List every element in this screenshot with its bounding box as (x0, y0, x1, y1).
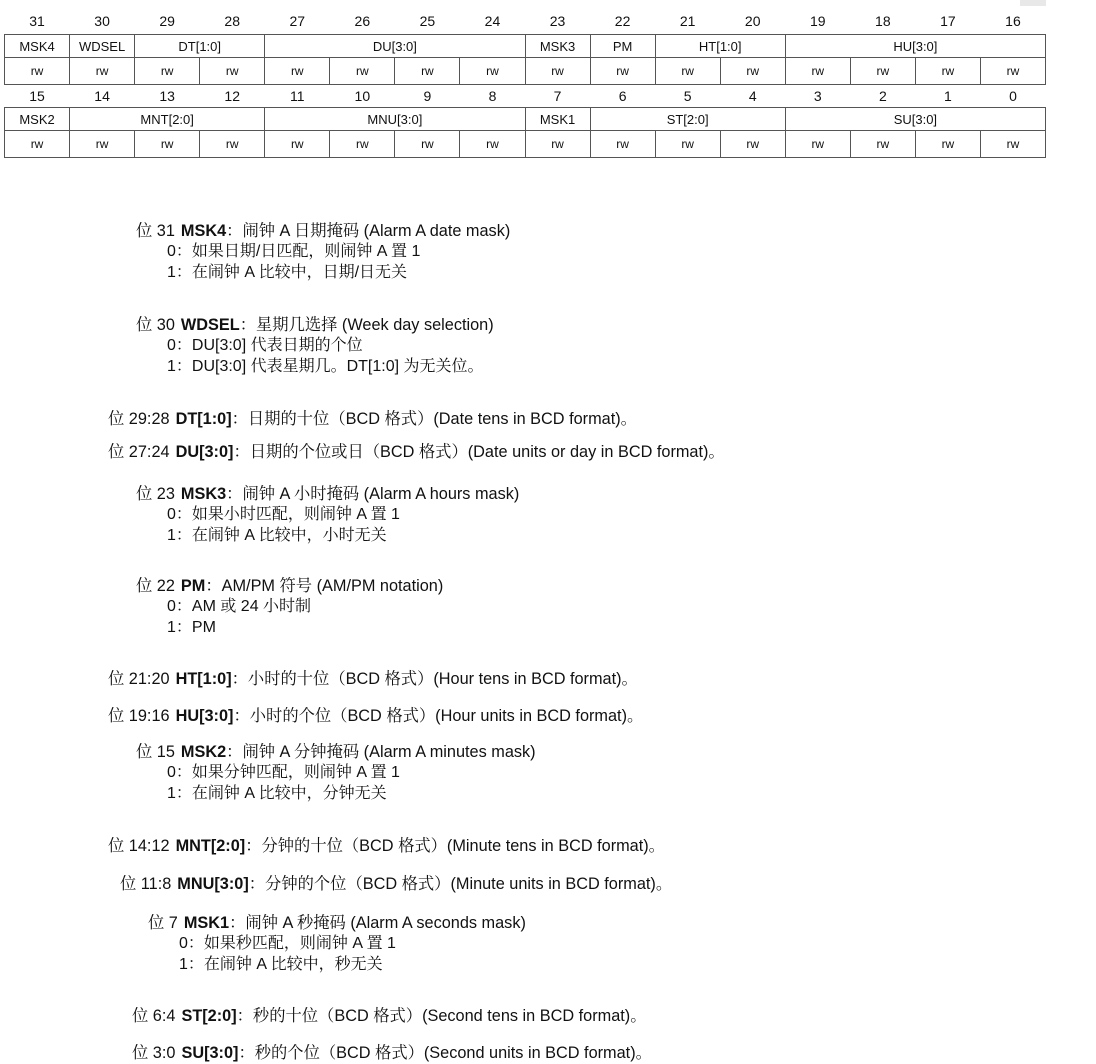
access-type-cell: rw (720, 131, 785, 158)
field-name: MSK1 (183, 914, 230, 932)
field-description: ：日期的十位（BCD 格式）(Date tens in BCD format)。 (231, 410, 637, 428)
bit-number: 14 (94, 88, 110, 104)
bit-description-heading (108, 836, 665, 856)
field-value-option: 1：在闹钟 A 比较中，分钟无关 (167, 785, 387, 802)
access-type-cell: rw (720, 58, 785, 85)
access-type-cell: rw (785, 58, 850, 85)
field-name: MNU[3:0] (177, 875, 249, 893)
upper-field-row (5, 35, 1046, 58)
field-name-cell: MSK2 (5, 108, 70, 131)
field-name-cell: MSK4 (5, 35, 70, 58)
field-value-option: 1：PM (167, 619, 216, 636)
access-type-cell: rw (70, 131, 135, 158)
field-value-option: 1：在闹钟 A 比较中，小时无关 (167, 527, 387, 544)
field-name: SU[3:0] (181, 1044, 239, 1062)
bit-number: 21 (679, 13, 696, 29)
access-type-cell: rw (850, 131, 915, 158)
bit-position: 位 21:20 (108, 670, 170, 688)
corner-mark (1020, 0, 1046, 6)
bit-description (120, 874, 672, 894)
access-type-cell: rw (265, 131, 330, 158)
access-type-cell: rw (265, 58, 330, 85)
access-type-cell: rw (980, 58, 1045, 85)
access-type-cell: rw (785, 131, 850, 158)
field-name: MNT[2:0] (175, 837, 246, 855)
field-name: WDSEL (180, 316, 240, 334)
field-name-cell: MSK3 (525, 35, 590, 58)
bit-description-heading (132, 1006, 646, 1026)
bit-number: 25 (419, 13, 436, 29)
bit-position: 位 14:12 (108, 837, 170, 855)
bit-number: 15 (29, 88, 45, 104)
bit-number: 27 (289, 13, 306, 29)
access-type-cell: rw (135, 58, 200, 85)
field-name: MSK3 (180, 485, 227, 503)
access-type-cell: rw (70, 58, 135, 85)
bit-description (108, 836, 665, 856)
bit-description (148, 913, 526, 975)
field-description: ：AM/PM 符号 (AM/PM notation) (205, 577, 444, 595)
field-description: ：小时的个位（BCD 格式）(Hour units in BCD format)。 (233, 707, 644, 725)
field-value-option: 0：如果小时匹配，则闹钟 A 置 1 (167, 506, 400, 523)
field-description: ：日期的个位或日（BCD 格式）(Date units or day in BCD format)。 (233, 443, 725, 461)
bit-description (132, 1043, 652, 1063)
bit-description-heading (136, 315, 494, 335)
bit-description-heading (132, 1043, 652, 1063)
bit-description-heading (108, 442, 725, 462)
bit-number: 20 (744, 13, 761, 29)
bit-number: 19 (809, 13, 826, 29)
field-description: ：闹钟 A 小时掩码 (Alarm A hours mask) (226, 485, 520, 503)
field-description: ：小时的十位（BCD 格式）(Hour tens in BCD format)。 (231, 670, 638, 688)
bit-position: 位 22 (136, 577, 175, 595)
bit-number: 29 (159, 13, 175, 29)
bit-description-heading (136, 742, 536, 762)
access-type-cell: rw (135, 131, 200, 158)
bit-position: 位 19:16 (108, 707, 170, 725)
access-type-cell: rw (460, 131, 525, 158)
field-value-option: 0：DU[3:0] 代表日期的个位 (167, 337, 363, 354)
bit-number: 5 (683, 88, 692, 104)
bit-position: 位 23 (136, 485, 175, 503)
access-type-cell: rw (200, 58, 265, 85)
access-type-cell: rw (395, 131, 460, 158)
bit-description (108, 409, 637, 429)
bit-description-heading (108, 706, 643, 726)
bit-position: 位 11:8 (120, 875, 172, 893)
bit-number: 28 (224, 13, 240, 29)
access-type-cell: rw (590, 131, 655, 158)
bit-description (136, 484, 519, 546)
bit-number: 8 (488, 88, 497, 104)
field-value-option: 0：AM 或 24 小时制 (167, 598, 312, 615)
access-type-cell: rw (525, 131, 590, 158)
access-type-cell: rw (915, 58, 980, 85)
field-name: ST[2:0] (181, 1007, 237, 1025)
field-value-option: 0：如果分钟匹配，则闹钟 A 置 1 (167, 764, 400, 781)
bit-number: 4 (748, 88, 757, 104)
field-name-cell: DU[3:0] (265, 35, 525, 58)
field-description: ：分钟的十位（BCD 格式）(Minute tens in BCD format)。 (245, 837, 665, 855)
field-name-cell: MNT[2:0] (70, 108, 265, 131)
bit-description (136, 221, 510, 283)
access-type-cell: rw (200, 131, 265, 158)
bit-position: 位 27:24 (108, 443, 170, 461)
field-name-cell: ST[2:0] (590, 108, 785, 131)
field-description: ：闹钟 A 秒掩码 (Alarm A seconds mask) (229, 914, 526, 932)
bit-description-heading (148, 913, 526, 933)
bit-number: 7 (553, 88, 562, 104)
bit-number: 17 (940, 13, 956, 29)
field-value-option: 0：如果秒匹配，则闹钟 A 置 1 (179, 935, 396, 952)
access-type-cell: rw (980, 131, 1045, 158)
access-type-cell: rw (5, 58, 70, 85)
bit-number: 13 (159, 88, 175, 104)
access-type-cell: rw (590, 58, 655, 85)
field-name-cell: DT[1:0] (135, 35, 265, 58)
field-name: DT[1:0] (175, 410, 232, 428)
bit-description (136, 742, 536, 804)
access-type-cell: rw (330, 131, 395, 158)
bit-position: 位 3:0 (132, 1044, 176, 1062)
field-description: ：星期几选择 (Week day selection) (239, 316, 494, 334)
field-name-cell: MNU[3:0] (265, 108, 525, 131)
bit-description (136, 315, 494, 377)
bit-description (136, 576, 443, 638)
bit-number: 24 (484, 13, 501, 29)
bit-position: 位 6:4 (132, 1007, 176, 1025)
access-type-cell: rw (5, 131, 70, 158)
bit-position: 位 31 (136, 222, 175, 240)
bit-number: 1 (944, 88, 952, 104)
field-description: ：秒的十位（BCD 格式）(Second tens in BCD format)。 (236, 1007, 647, 1025)
bit-description (108, 442, 725, 462)
bit-number: 22 (614, 13, 631, 29)
field-value-option: 0：如果日期/日匹配，则闹钟 A 置 1 (167, 243, 421, 260)
access-type-cell: rw (525, 58, 590, 85)
field-description: ：秒的个位（BCD 格式）(Second units in BCD format)。 (238, 1044, 652, 1062)
bit-number: 12 (224, 88, 240, 104)
bit-number: 31 (29, 13, 45, 29)
bit-position: 位 15 (136, 743, 175, 761)
bit-number: 30 (94, 13, 110, 29)
bit-description-heading (108, 669, 638, 689)
bit-number: 9 (423, 88, 432, 104)
field-description: ：分钟的个位（BCD 格式）(Minute units in BCD format)。 (248, 875, 673, 893)
field-name: MSK4 (180, 222, 227, 240)
bit-position: 位 29:28 (108, 410, 170, 428)
field-name: HT[1:0] (175, 670, 232, 688)
access-type-cell: rw (460, 58, 525, 85)
access-type-cell: rw (850, 58, 915, 85)
field-name-cell: MSK1 (525, 108, 590, 131)
field-value-option: 1：在闹钟 A 比较中，日期/日无关 (167, 264, 408, 281)
bit-position: 位 7 (148, 914, 178, 932)
access-type-cell: rw (655, 58, 720, 85)
field-name: PM (180, 577, 206, 595)
bit-number: 2 (878, 88, 887, 104)
bit-description (132, 1006, 646, 1026)
field-value-option: 1：在闹钟 A 比较中，秒无关 (179, 956, 383, 973)
bit-description (108, 669, 638, 689)
lower-bit-number-row (5, 85, 1046, 108)
lower-field-row (5, 108, 1046, 131)
bit-number: 6 (618, 88, 627, 104)
field-name-cell: HU[3:0] (785, 35, 1045, 58)
field-description: ：闹钟 A 分钟掩码 (Alarm A minutes mask) (226, 743, 536, 761)
bit-number: 18 (875, 13, 891, 29)
register-bit-table (4, 8, 1046, 158)
upper-access-row (5, 58, 1046, 85)
bit-number: 0 (1009, 88, 1017, 104)
bit-description-heading (136, 484, 519, 504)
bit-description-heading (136, 576, 443, 596)
bit-position: 位 30 (136, 316, 175, 334)
field-name: HU[3:0] (175, 707, 234, 725)
access-type-cell: rw (330, 58, 395, 85)
field-name: DU[3:0] (175, 443, 234, 461)
field-name-cell: WDSEL (70, 35, 135, 58)
field-name-cell: SU[3:0] (785, 108, 1045, 131)
upper-bit-number-row (5, 8, 1046, 35)
bit-number: 16 (1005, 13, 1021, 29)
lower-access-row (5, 131, 1046, 158)
bit-description-heading (136, 221, 510, 241)
access-type-cell: rw (655, 131, 720, 158)
access-type-cell: rw (395, 58, 460, 85)
bit-number: 26 (354, 13, 371, 29)
bit-number: 10 (354, 88, 371, 104)
field-name-cell: HT[1:0] (655, 35, 785, 58)
bit-number: 3 (813, 88, 822, 104)
field-name-cell: PM (590, 35, 655, 58)
bit-number: 11 (290, 88, 305, 104)
bit-description (108, 706, 643, 726)
bit-description-heading (120, 874, 672, 894)
bit-number: 23 (549, 13, 566, 29)
field-value-option: 1：DU[3:0] 代表星期几。DT[1:0] 为无关位。 (167, 358, 484, 375)
access-type-cell: rw (915, 131, 980, 158)
field-description: ：闹钟 A 日期掩码 (Alarm A date mask) (226, 222, 511, 240)
field-name: MSK2 (180, 743, 227, 761)
bit-description-heading (108, 409, 637, 429)
